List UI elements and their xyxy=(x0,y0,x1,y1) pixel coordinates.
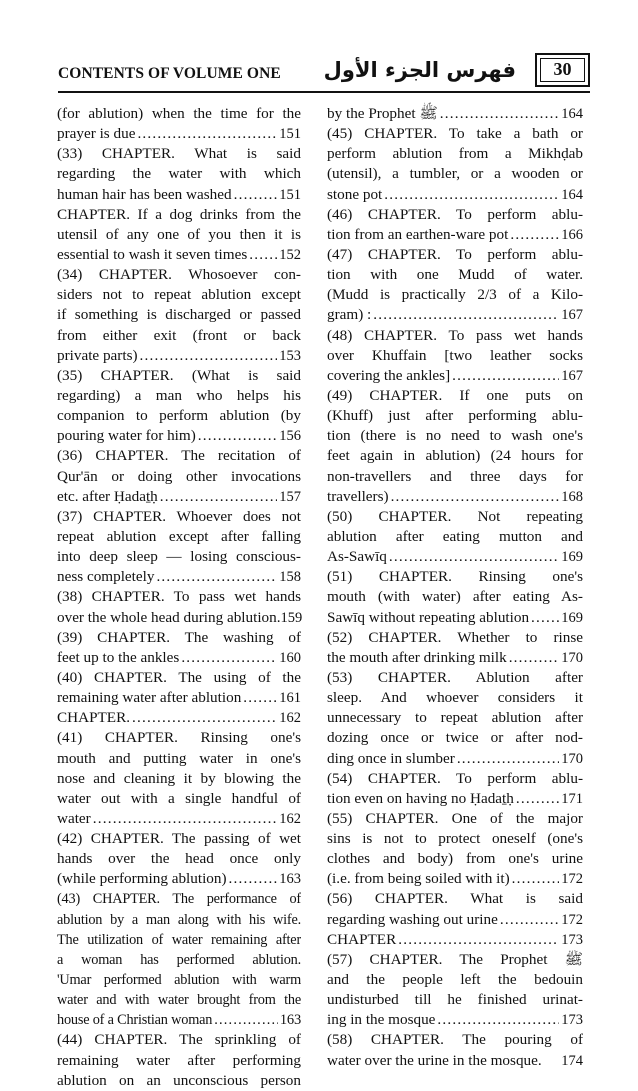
toc-page-number: 151 xyxy=(279,186,301,203)
toc-line xyxy=(57,849,301,869)
toc-line xyxy=(327,789,583,809)
toc-line xyxy=(57,164,301,184)
toc-line xyxy=(327,930,583,950)
dot-leader xyxy=(516,789,559,809)
toc-entry-text: (48) CHAPTER. To pass wet hands xyxy=(327,326,583,344)
toc-page-number: 163 xyxy=(279,1012,301,1029)
toc-line xyxy=(327,265,583,285)
dot-leader xyxy=(181,648,277,668)
toc-line xyxy=(327,869,583,889)
toc-line xyxy=(327,386,583,406)
contents-right-column xyxy=(327,104,583,1071)
toc-entry-text: ing in the mosque xyxy=(327,1011,436,1029)
toc-entry-text: a woman has performed ablution. xyxy=(57,951,301,968)
toc-line xyxy=(327,487,583,507)
arabic-contents-title: فهرس الجزء الأول xyxy=(323,58,516,82)
toc-entry-text: tion with one Mudd of water. xyxy=(327,266,583,284)
toc-line xyxy=(57,326,301,346)
toc-entry-text: (for ablution) when the time for the xyxy=(57,105,301,122)
toc-line xyxy=(57,930,301,950)
toc-entry-text: (34) CHAPTER. Whosoever con- xyxy=(57,266,301,284)
toc-entry-text: (51) CHAPTER. Rinsing one's xyxy=(327,568,583,586)
toc-line xyxy=(57,990,301,1010)
toc-page-number: 157 xyxy=(279,488,301,505)
toc-entry-text: (33) CHAPTER. What is said xyxy=(57,145,301,163)
toc-entry-text: (49) CHAPTER. If one puts on xyxy=(327,386,583,404)
toc-entry-text: water xyxy=(57,809,91,827)
toc-line xyxy=(327,728,583,748)
toc-line xyxy=(327,205,583,225)
toc-entry-text: remaining water after ablution xyxy=(57,689,242,707)
toc-entry-text: tion even on having no Ḥadaṯḥ xyxy=(327,789,514,807)
toc-entry-text: (56) CHAPTER. What is said xyxy=(327,890,583,908)
toc-entry-text: dozing once or twice or after nod- xyxy=(327,729,583,747)
toc-entry-text: (45) CHAPTER. To take a bath or xyxy=(327,125,583,143)
toc-page-number: 164 xyxy=(561,106,583,122)
toc-line xyxy=(327,406,583,426)
toc-entry-text: (42) CHAPTER. The passing of wet xyxy=(57,830,301,848)
toc-entry-text: if something is discharged or passed xyxy=(57,306,301,324)
toc-line xyxy=(57,749,301,769)
toc-entry-text: 'Umar performed ablution with warm xyxy=(57,972,301,989)
toc-entry-text: CHAPTER. If a dog drinks from the xyxy=(57,205,301,223)
toc-entry-text: (40) CHAPTER. The using of the xyxy=(57,668,301,686)
toc-entry-text: perform ablution from a Mikhḍab xyxy=(327,145,583,163)
toc-line xyxy=(327,910,583,930)
toc-entry-text: (utensil), a tumbler, or a wooden or xyxy=(327,165,583,183)
toc-entry-text: ness completely xyxy=(57,568,155,586)
toc-line xyxy=(327,144,583,164)
toc-entry-text: sleep. And whoever considers it xyxy=(327,689,583,707)
toc-line xyxy=(327,688,583,708)
dot-leader xyxy=(384,185,559,205)
toc-line xyxy=(57,406,301,426)
dot-leader xyxy=(437,1010,559,1030)
toc-entry-text: the mouth after drinking milk xyxy=(327,648,507,666)
toc-line xyxy=(327,467,583,487)
toc-line xyxy=(327,1010,583,1030)
toc-page-number: 170 xyxy=(561,750,583,767)
toc-line xyxy=(327,507,583,527)
toc-entry-text: and the people left the bedouin xyxy=(327,971,583,989)
toc-entry-text: covering the ankles] xyxy=(327,366,451,384)
toc-line xyxy=(327,164,583,184)
toc-line xyxy=(327,225,583,245)
toc-page-number: 164 xyxy=(561,186,583,203)
toc-entry-text: (46) CHAPTER. To perform ablu- xyxy=(327,205,583,223)
toc-line xyxy=(327,990,583,1010)
toc-line xyxy=(327,326,583,346)
toc-entry-text: regarding washing out urine xyxy=(327,910,498,928)
toc-line xyxy=(327,749,583,769)
dot-leader xyxy=(132,708,277,728)
toc-entry-text: water out with a single handful of xyxy=(57,789,301,807)
toc-line xyxy=(57,265,301,285)
toc-line xyxy=(327,547,583,567)
toc-line xyxy=(57,205,301,225)
toc-line xyxy=(57,547,301,567)
toc-entry-text: (58) CHAPTER. The pouring of xyxy=(327,1031,583,1049)
toc-entry-text: feet again in ablution) (24 hours for xyxy=(327,447,583,465)
toc-entry-text: non-travellers and three days for xyxy=(327,467,583,485)
toc-line xyxy=(57,366,301,386)
toc-page-number: 159 xyxy=(280,609,303,626)
toc-entry-text: water over the urine in the mosque. xyxy=(327,1051,542,1069)
toc-page-number: 169 xyxy=(561,609,583,626)
toc-line xyxy=(57,769,301,789)
toc-entry-text: (54) CHAPTER. To perform ablu- xyxy=(327,769,583,787)
dot-leader xyxy=(156,567,277,587)
toc-line xyxy=(327,889,583,909)
toc-line xyxy=(57,708,301,728)
toc-line xyxy=(57,728,301,748)
toc-entry-text: siders not to repeat ablution except xyxy=(57,286,301,304)
dot-leader xyxy=(440,104,560,124)
toc-page-number: 152 xyxy=(279,246,301,263)
toc-entry-text: (53) CHAPTER. Ablution after xyxy=(327,668,583,686)
toc-entry-text: undisturbed till he finished urinat- xyxy=(327,991,583,1009)
toc-line xyxy=(57,809,301,829)
toc-entry-text: house of a Christian woman xyxy=(57,1012,213,1029)
dot-leader xyxy=(457,749,559,769)
toc-entry-text: As-Sawīq xyxy=(327,548,387,566)
page-number-box xyxy=(535,53,590,87)
dot-leader xyxy=(93,809,278,829)
dot-leader xyxy=(160,487,277,507)
toc-line xyxy=(327,285,583,305)
toc-line xyxy=(57,587,301,607)
toc-entry-text: regarding the water with which xyxy=(57,165,301,183)
toc-page-number: 168 xyxy=(561,488,583,505)
toc-entry-text: CHAPTER. xyxy=(57,709,130,727)
toc-entry-text: (44) CHAPTER. The sprinkling of xyxy=(57,1031,301,1049)
toc-line xyxy=(57,104,301,124)
toc-line xyxy=(327,446,583,466)
toc-page-number: 161 xyxy=(279,690,301,707)
dot-leader xyxy=(234,185,278,205)
toc-line xyxy=(57,124,301,144)
dot-leader xyxy=(391,487,560,507)
toc-line xyxy=(57,346,301,366)
toc-line xyxy=(327,346,583,366)
toc-line xyxy=(57,305,301,325)
toc-line xyxy=(327,366,583,386)
toc-entry-text: gram) : xyxy=(327,306,372,324)
toc-entry-text: tion (there is no need to wash one's xyxy=(327,427,583,445)
toc-line xyxy=(57,487,301,507)
dot-leader xyxy=(500,910,559,930)
toc-entry-text: private parts) xyxy=(57,346,138,364)
toc-entry-text: utensil of any one of you then it is xyxy=(57,225,301,243)
toc-line xyxy=(327,628,583,648)
toc-line xyxy=(327,426,583,446)
toc-line xyxy=(327,708,583,728)
dot-leader xyxy=(509,648,560,668)
toc-line xyxy=(57,970,301,990)
toc-entry-text: mouth and putting water in one's xyxy=(57,749,301,767)
dot-leader xyxy=(198,426,277,446)
toc-page-number: 172 xyxy=(561,911,583,928)
toc-entry-text: companion to perform ablution (by xyxy=(57,407,301,425)
toc-line xyxy=(327,104,583,124)
toc-line xyxy=(327,305,583,325)
toc-line xyxy=(57,446,301,466)
toc-line xyxy=(327,185,583,205)
toc-entry-text: (35) CHAPTER. (What is said xyxy=(57,366,301,384)
toc-page-number: 172 xyxy=(561,871,583,888)
toc-entry-text: (39) CHAPTER. The washing of xyxy=(57,628,301,646)
toc-line xyxy=(57,1030,301,1050)
toc-line xyxy=(327,829,583,849)
toc-line xyxy=(57,467,301,487)
contents-left-column xyxy=(57,104,301,1091)
toc-entry-text: (43) CHAPTER. The performance of xyxy=(57,891,301,908)
toc-line xyxy=(57,668,301,688)
toc-line xyxy=(327,769,583,789)
toc-entry-text: sins is not to protect oneself (one's xyxy=(327,830,583,848)
toc-entry-text: from either exit (front or back xyxy=(57,326,301,344)
toc-line xyxy=(57,285,301,305)
toc-line xyxy=(57,144,301,164)
toc-page-number: 166 xyxy=(561,226,583,243)
toc-page-number: 158 xyxy=(279,569,301,586)
toc-line xyxy=(327,608,583,628)
toc-entry-text: essential to wash it seven times xyxy=(57,245,248,263)
toc-entry-text: CHAPTER xyxy=(327,930,397,948)
toc-entry-text: over Khuffain [two leather socks xyxy=(327,346,583,364)
toc-entry-text: (57) CHAPTER. The Prophet ﷺ xyxy=(327,950,583,968)
toc-entry-text: (52) CHAPTER. Whether to rinse xyxy=(327,628,583,646)
toc-page-number: 153 xyxy=(279,347,301,364)
toc-line xyxy=(327,809,583,829)
toc-entry-text: repeat ablution except after falling xyxy=(57,527,301,545)
toc-entry-text: human hair has been washed xyxy=(57,185,232,203)
dot-leader xyxy=(452,366,559,386)
toc-page-number: 173 xyxy=(561,931,583,948)
toc-line xyxy=(57,527,301,547)
toc-line xyxy=(57,688,301,708)
dot-leader xyxy=(389,547,559,567)
header-rule xyxy=(58,91,590,93)
toc-page-number: 170 xyxy=(561,649,583,666)
toc-entry-text: (41) CHAPTER. Rinsing one's xyxy=(57,729,301,747)
toc-page-number: 162 xyxy=(279,710,301,727)
toc-line xyxy=(327,567,583,587)
toc-page-number: 156 xyxy=(279,428,301,445)
toc-entry-text: etc. after Ḥadaṯḥ xyxy=(57,487,158,505)
toc-entry-text: Sawīq without repeating ablution xyxy=(327,608,530,626)
toc-page-number: 174 xyxy=(561,1052,583,1069)
toc-entry-text: (37) CHAPTER. Whoever does not xyxy=(57,507,301,525)
toc-line xyxy=(57,245,301,265)
dot-leader xyxy=(137,124,277,144)
toc-line xyxy=(327,1051,583,1071)
toc-entry-text: (Khuff) just after performing ablu- xyxy=(327,407,583,425)
toc-page-number: 160 xyxy=(279,649,301,666)
toc-page-number: 167 xyxy=(561,307,583,324)
toc-line xyxy=(327,1030,583,1050)
toc-entry-text: remaining water after performing xyxy=(57,1051,301,1069)
toc-entry-text: (36) CHAPTER. The recitation of xyxy=(57,447,301,465)
page-header xyxy=(58,58,590,92)
dot-leader xyxy=(249,245,277,265)
toc-line xyxy=(327,587,583,607)
toc-entry-text: pouring water for him) xyxy=(57,427,196,445)
toc-entry-text: mouth (with water) after eating As- xyxy=(327,588,583,606)
dot-leader xyxy=(229,869,278,889)
toc-entry-text: (i.e. from being soiled with it) xyxy=(327,870,510,888)
page-number: 30 xyxy=(553,59,572,79)
toc-line xyxy=(327,124,583,144)
toc-line xyxy=(57,185,301,205)
dot-leader xyxy=(214,1010,278,1030)
dot-leader xyxy=(243,688,277,708)
toc-entry-text: ablution by a man along with his wife. xyxy=(57,911,301,928)
toc-line xyxy=(327,849,583,869)
toc-line xyxy=(57,950,301,970)
toc-entry-text: hands over the head once only xyxy=(57,850,301,868)
volume-contents-title: CONTENTS OF VOLUME ONE xyxy=(58,65,281,82)
toc-entry-text: (Mudd is practically 2/3 of a Kilo- xyxy=(327,286,583,304)
toc-entry-text: (55) CHAPTER. One of the major xyxy=(327,809,583,827)
toc-entry-text: by the Prophet ﷺ xyxy=(327,105,438,122)
toc-line xyxy=(57,608,301,628)
toc-entry-text: stone pot xyxy=(327,185,383,203)
toc-entry-text: ding once in slumber xyxy=(327,749,455,767)
toc-entry-text: clothes and body) from one's urine xyxy=(327,850,583,868)
toc-entry-text: prayer is due xyxy=(57,125,136,143)
toc-entry-text: travellers) xyxy=(327,487,389,505)
toc-entry-text: into deep sleep — losing conscious- xyxy=(57,548,301,566)
toc-line xyxy=(327,668,583,688)
toc-page-number: 171 xyxy=(561,790,583,807)
toc-line xyxy=(57,829,301,849)
toc-line xyxy=(57,889,301,909)
toc-line xyxy=(57,789,301,809)
toc-entry-text: (50) CHAPTER. Not repeating xyxy=(327,507,583,525)
toc-entry-text: tion from an earthen-ware pot xyxy=(327,225,509,243)
toc-line xyxy=(57,426,301,446)
toc-entry-text: (47) CHAPTER. To perform ablu- xyxy=(327,245,583,263)
toc-line xyxy=(57,1071,301,1091)
toc-line xyxy=(57,386,301,406)
dot-leader xyxy=(512,869,560,889)
toc-entry-text: feet up to the ankles xyxy=(57,648,180,666)
toc-entry-text: (38) CHAPTER. To pass wet hands xyxy=(57,588,301,606)
toc-line xyxy=(57,1010,301,1030)
toc-line xyxy=(57,869,301,889)
toc-entry-text: Qur'ān or doing other invocations xyxy=(57,467,301,485)
toc-line xyxy=(57,1051,301,1071)
toc-line xyxy=(57,567,301,587)
toc-line xyxy=(327,527,583,547)
toc-line xyxy=(327,970,583,990)
toc-page-number: 167 xyxy=(561,367,583,384)
toc-entry-text: ablution after eating mutton and xyxy=(327,527,583,545)
dot-leader xyxy=(140,346,278,366)
toc-line xyxy=(327,950,583,970)
toc-page-number: 173 xyxy=(561,1012,583,1029)
toc-page-number: 162 xyxy=(279,810,301,827)
toc-entry-text: over the whole head during ablution. xyxy=(57,608,281,626)
dot-leader xyxy=(510,225,559,245)
toc-entry-text: unnecessary to repeat ablution after xyxy=(327,709,583,727)
toc-line xyxy=(327,648,583,668)
toc-entry-text: regarding) a man who helps his xyxy=(57,386,301,404)
toc-entry-text: (while performing ablution) xyxy=(57,870,227,888)
toc-line xyxy=(57,507,301,527)
toc-line xyxy=(327,245,583,265)
toc-line xyxy=(57,225,301,245)
toc-entry-text: ablution on an unconscious person xyxy=(57,1071,301,1089)
dot-leader xyxy=(398,930,559,950)
toc-line xyxy=(57,628,301,648)
toc-line xyxy=(57,910,301,930)
toc-entry-text: nose and cleaning it by blowing the xyxy=(57,769,301,787)
toc-page-number: 169 xyxy=(561,549,583,566)
toc-page-number: 151 xyxy=(279,126,301,143)
toc-line xyxy=(57,648,301,668)
dot-leader xyxy=(531,608,559,628)
toc-entry-text: The utilization of water remaining after xyxy=(57,931,301,948)
toc-page-number: 163 xyxy=(279,871,301,888)
dot-leader xyxy=(373,305,559,325)
toc-entry-text: water and with water brought from the xyxy=(57,992,301,1009)
